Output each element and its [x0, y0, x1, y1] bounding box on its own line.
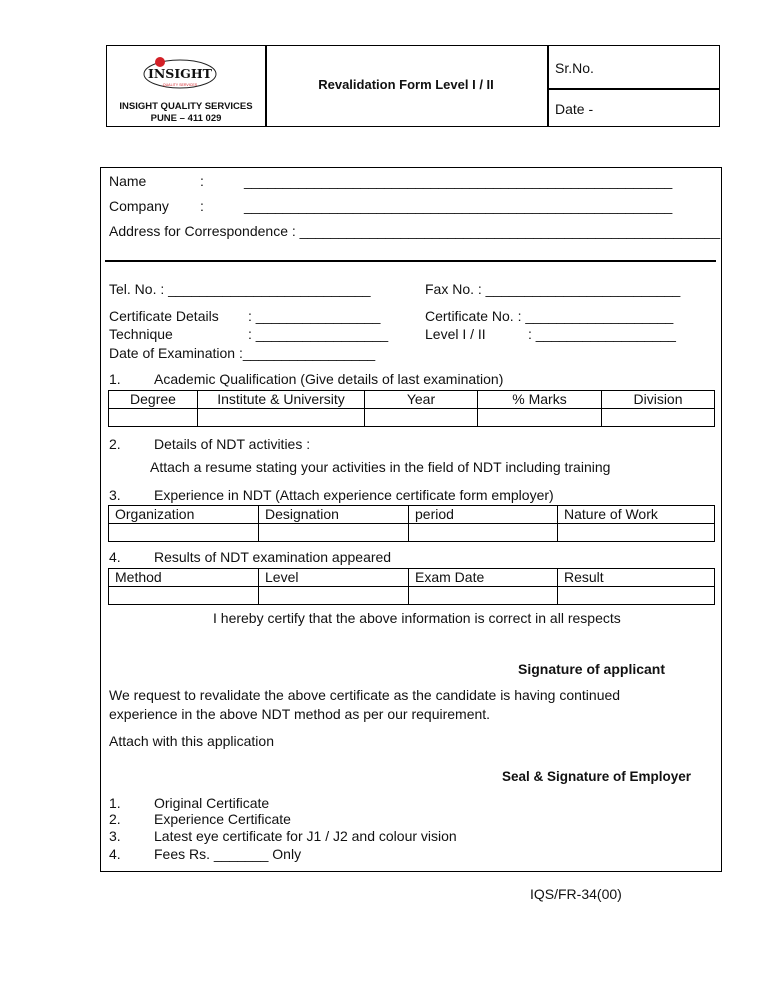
level-label: Level I / II [425, 326, 486, 342]
table-row [109, 524, 715, 542]
attachment-number: 2. [109, 811, 121, 827]
insight-logo [141, 55, 219, 91]
table-cell[interactable] [109, 524, 259, 542]
header-divider [547, 88, 719, 90]
academic-table [108, 390, 715, 427]
attachment-item: Fees Rs. _______ Only [154, 846, 302, 862]
table-cell[interactable] [558, 587, 715, 605]
company-colon: : [200, 198, 204, 214]
column-header-designation: Designation [259, 506, 409, 524]
column-header-period: period [409, 506, 558, 524]
certificate-details-label: Certificate Details [109, 308, 219, 324]
company-label: Company [109, 198, 169, 214]
column-header-exam-date: Exam Date [409, 569, 558, 587]
company-field[interactable]: _______________________________________________________ [244, 198, 673, 214]
svg-text:INSIGHT: INSIGHT [148, 66, 212, 81]
table-cell[interactable] [602, 409, 715, 427]
column-header-marks: % Marks [478, 391, 602, 409]
section-2-number: 2. [109, 436, 121, 452]
column-header-institute: Institute & University [198, 391, 365, 409]
column-header-organization: Organization [109, 506, 259, 524]
results-table [108, 568, 715, 605]
table-cell[interactable] [558, 524, 715, 542]
attachment-item: Original Certificate [154, 795, 270, 811]
signature-applicant-label: Signature of applicant [518, 661, 666, 677]
name-label: Name [109, 173, 147, 189]
attachment-number: 1. [109, 795, 121, 811]
company-name: INSIGHT QUALITY SERVICES [119, 101, 253, 112]
level-field[interactable]: : __________________ [528, 326, 676, 342]
section-2-note: Attach a resume stating your activities in the field of NDT including training [150, 459, 611, 475]
section-4-title: Results of NDT examination appeared [154, 549, 392, 565]
attachment-item: Latest eye certificate for J1 / J2 and colour vision [154, 828, 457, 844]
table-cell[interactable] [109, 409, 198, 427]
column-header-year: Year [365, 391, 478, 409]
form-title: Revalidation Form Level I / II [318, 77, 494, 92]
column-header-level: Level [259, 569, 409, 587]
name-colon: : [200, 173, 204, 189]
company-address: PUNE – 411 029 [150, 113, 222, 124]
column-header-method: Method [109, 569, 259, 587]
table-cell[interactable] [198, 409, 365, 427]
table-cell[interactable] [365, 409, 478, 427]
section-3-title: Experience in NDT (Attach experience certificate form employer) [154, 487, 554, 503]
name-field[interactable]: _______________________________________________________ [244, 173, 673, 189]
column-header-nature-of-work: Nature of Work [558, 506, 715, 524]
table-row [109, 587, 715, 605]
certificate-no-field[interactable]: Certificate No. : ___________________ [425, 308, 674, 324]
attachment-item: Experience Certificate [154, 811, 291, 827]
technique-label: Technique [109, 326, 173, 342]
signature-employer-label: Seal & Signature of Employer [502, 769, 692, 784]
svg-text:QUALITY SERVICES: QUALITY SERVICES [162, 83, 198, 87]
employer-request-line-1: We request to revalidate the above certificate as the candidate is having continued [109, 687, 621, 703]
section-divider [105, 260, 716, 262]
table-cell[interactable] [109, 587, 259, 605]
sr-no-label: Sr.No. [555, 60, 594, 76]
table-cell[interactable] [409, 524, 558, 542]
attach-label: Attach with this application [109, 733, 274, 749]
column-header-degree: Degree [109, 391, 198, 409]
tel-field[interactable]: Tel. No. : __________________________ [109, 281, 371, 297]
table-cell[interactable] [478, 409, 602, 427]
section-1-number: 1. [109, 371, 121, 387]
table-header-row [109, 391, 715, 409]
section-1-title: Academic Qualification (Give details of last examination) [154, 371, 504, 387]
attachment-number: 4. [109, 846, 121, 862]
section-3-number: 3. [109, 487, 121, 503]
section-4-number: 4. [109, 549, 121, 565]
column-header-result: Result [558, 569, 715, 587]
address-field[interactable]: Address for Correspondence : ______________________________________________________ [109, 223, 721, 239]
date-label: Date - [555, 101, 594, 117]
table-row [109, 409, 715, 427]
certificate-details-field[interactable]: : ________________ [248, 308, 381, 324]
certification-statement: I hereby certify that the above information is correct in all respects [213, 610, 621, 626]
technique-field[interactable]: : _________________ [248, 326, 389, 342]
table-cell[interactable] [259, 524, 409, 542]
table-header-row [109, 506, 715, 524]
column-header-division: Division [602, 391, 715, 409]
attachment-number: 3. [109, 828, 121, 844]
employer-request-line-2: experience in the above NDT method as per our requirement. [109, 706, 491, 722]
form-code: IQS/FR-34(00) [530, 886, 622, 902]
table-header-row [109, 569, 715, 587]
section-2-title: Details of NDT activities : [154, 436, 311, 452]
exam-date-field[interactable]: Date of Examination :_________________ [109, 345, 376, 361]
table-cell[interactable] [259, 587, 409, 605]
header-divider [547, 46, 549, 126]
table-cell[interactable] [409, 587, 558, 605]
experience-table [108, 505, 715, 542]
fax-field[interactable]: Fax No. : _________________________ [425, 281, 681, 297]
